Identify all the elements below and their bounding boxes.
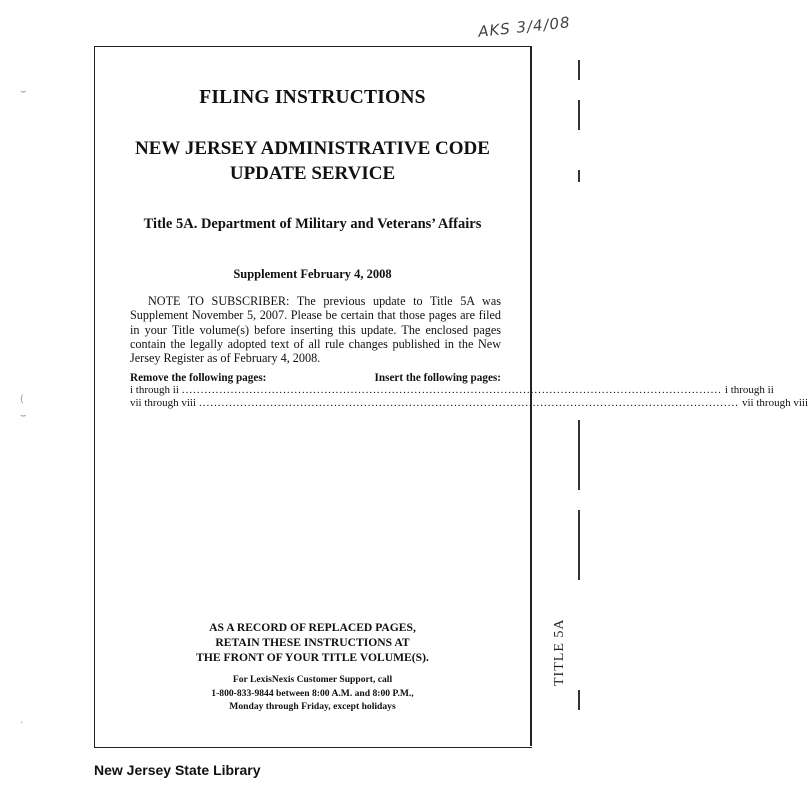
document-heading: FILING INSTRUCTIONS [199, 87, 426, 108]
insert-header: Insert the following pages: [374, 372, 501, 384]
table-header [130, 372, 501, 384]
record-line: THE FRONT OF YOUR TITLE VOLUME(S). [196, 651, 429, 664]
table-row [130, 384, 774, 397]
scan-speck: · [20, 718, 24, 729]
subheading-line: NEW JERSEY ADMINISTRATIVE CODE [135, 138, 490, 159]
title-department: Title 5A. Department of Military and Veterans’ Affairs [143, 216, 482, 232]
remove-header: Remove the following pages: [130, 372, 267, 384]
handwritten-initials-date: AKS 3/4/08 [477, 13, 572, 41]
edge-mark [578, 170, 580, 182]
remove-pages: i through ii [130, 384, 179, 396]
record-line: RETAIN THESE INSTRUCTIONS AT [215, 636, 410, 649]
support-line: Monday through Friday, except holidays [229, 701, 396, 712]
edge-mark [578, 100, 580, 130]
record-line: AS A RECORD OF REPLACED PAGES, [209, 621, 416, 634]
library-stamp: New Jersey State Library [94, 762, 261, 778]
document-subheading [94, 136, 531, 186]
remove-pages: vii through viii [130, 397, 196, 409]
insert-pages: vii through viii [742, 397, 808, 409]
edge-mark [578, 420, 580, 490]
supplement-date: Supplement February 4, 2008 [233, 267, 392, 281]
title-tab-label: TITLE 5A [552, 618, 567, 686]
customer-support-info [94, 673, 531, 714]
subheading-line: UPDATE SERVICE [229, 163, 396, 184]
edge-mark [578, 690, 580, 710]
support-line: For LexisNexis Customer Support, call [232, 674, 393, 685]
edge-mark [578, 510, 580, 580]
page-replacement-table [130, 372, 808, 410]
note-to-subscriber: NOTE TO SUBSCRIBER: The previous update to Title 5A was Supplement November 5, 2007. Please be certain that those pages are filed in your Title volume(s) before inserting this update. The enclosed pages contain the legally adopted text of all rule changes published in the New Jersey Register as of February 4, 2008. [130, 294, 501, 366]
scan-speck: ⌣ [20, 410, 27, 421]
insert-pages: i through ii [724, 384, 774, 396]
leader-dots: ................................................................................................................................................ [181, 384, 722, 396]
edge-mark [578, 60, 580, 80]
support-line: 1-800-833-9844 between 8:00 A.M. and 8:00 P.M., [211, 687, 414, 699]
leader-dots: ................................................................................................................................................ [199, 397, 739, 409]
scan-speck: ⌣ [20, 86, 27, 97]
scan-speck: ( [20, 394, 24, 405]
table-row [130, 397, 808, 410]
record-instructions [94, 620, 531, 665]
